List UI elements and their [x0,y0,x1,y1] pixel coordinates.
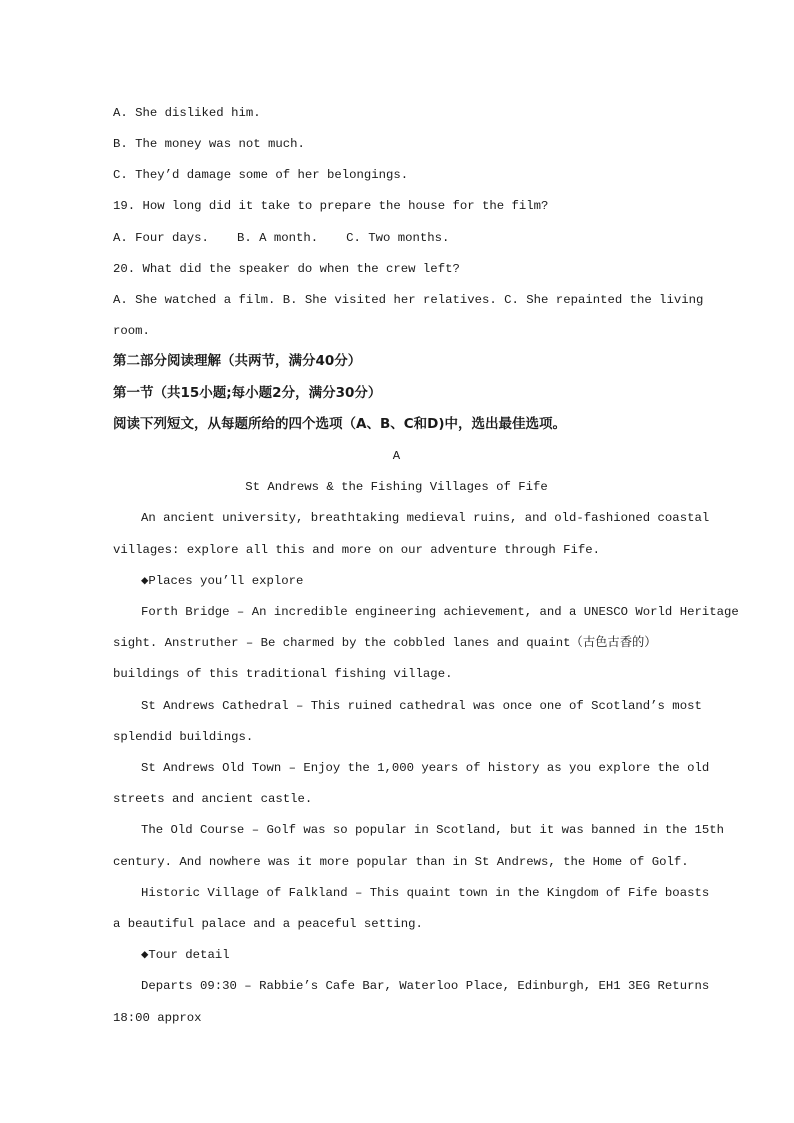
falkland-line-2: a beautiful palace and a peaceful setting. [113,917,423,931]
section-title: 第一节（共15小题;每小题2分，满分30分） [113,385,382,401]
q18-option-c: C. They’d damage some of her belongings. [113,168,409,182]
departs-line-2: 18:00 approx [113,1011,202,1025]
tour-heading: ◆Tour detail [141,948,230,962]
old-town-line-1: St Andrews Old Town – Enjoy the 1,000 years of history as you explore the old [141,761,710,775]
passage-label: A [392,449,401,463]
departs-line-1: Departs 09:30 – Rabbie’s Cafe Bar, Waterloo Place, Edinburgh, EH1 3EG Returns [141,979,710,993]
q18-option-b: B. The money was not much. [113,137,305,151]
instruction: 阅读下列短文，从每题所给的四个选项（A、B、C和D)中，选出最佳选项。 [113,416,567,432]
q19-option-a: A. Four days. [113,231,209,245]
intro-line-2: villages: explore all this and more on our adventure through Fife. [113,543,601,557]
q19-question: 19. How long did it take to prepare the house for the film? [113,199,549,213]
q20-option-c: C. She repainted the living [504,293,704,307]
q18-option-a: A. She disliked him. [113,106,261,120]
cathedral-line-2: splendid buildings. [113,730,254,744]
old-course-line-1: The Old Course – Golf was so popular in Scotland, but it was banned in the 15th [141,823,724,837]
q19-option-b: B. A month. [236,231,319,245]
forth-bridge-line-3: buildings of this traditional fishing village. [113,667,453,681]
forth-bridge-line-1: Forth Bridge – An incredible engineering achievement, and a UNESCO World Heritage [141,605,739,619]
old-town-line-2: streets and ancient castle. [113,792,313,806]
q20-option-c-wrap: room. [113,324,150,338]
cathedral-line-1: St Andrews Cathedral – This ruined cathedral was once one of Scotland’s most [141,699,702,713]
old-course-line-2: century. And nowhere was it more popular than in St Andrews, the Home of Golf. [113,855,689,869]
q20-option-b: B. She visited her relatives. [282,293,497,307]
passage-title: St Andrews & the Fishing Villages of Fife [245,480,548,494]
places-heading: ◆Places you’ll explore [141,574,304,588]
intro-line-1: An ancient university, breathtaking medieval ruins, and old-fashioned coastal [141,511,710,525]
q20-question: 20. What did the speaker do when the crew left? [113,262,460,276]
q20-option-a: A. She watched a film. [113,293,276,307]
q19-option-c: C. Two months. [346,231,450,245]
q19-options [113,229,680,247]
part-title: 第二部分阅读理解（共两节，满分40分） [113,353,362,369]
falkland-line-1: Historic Village of Falkland – This quaint town in the Kingdom of Fife boasts [141,886,710,900]
forth-bridge-line-2: sight. Anstruther – Be charmed by the cobbled lanes and quaint（古色古香的） [113,636,657,650]
q20-options [113,291,704,309]
